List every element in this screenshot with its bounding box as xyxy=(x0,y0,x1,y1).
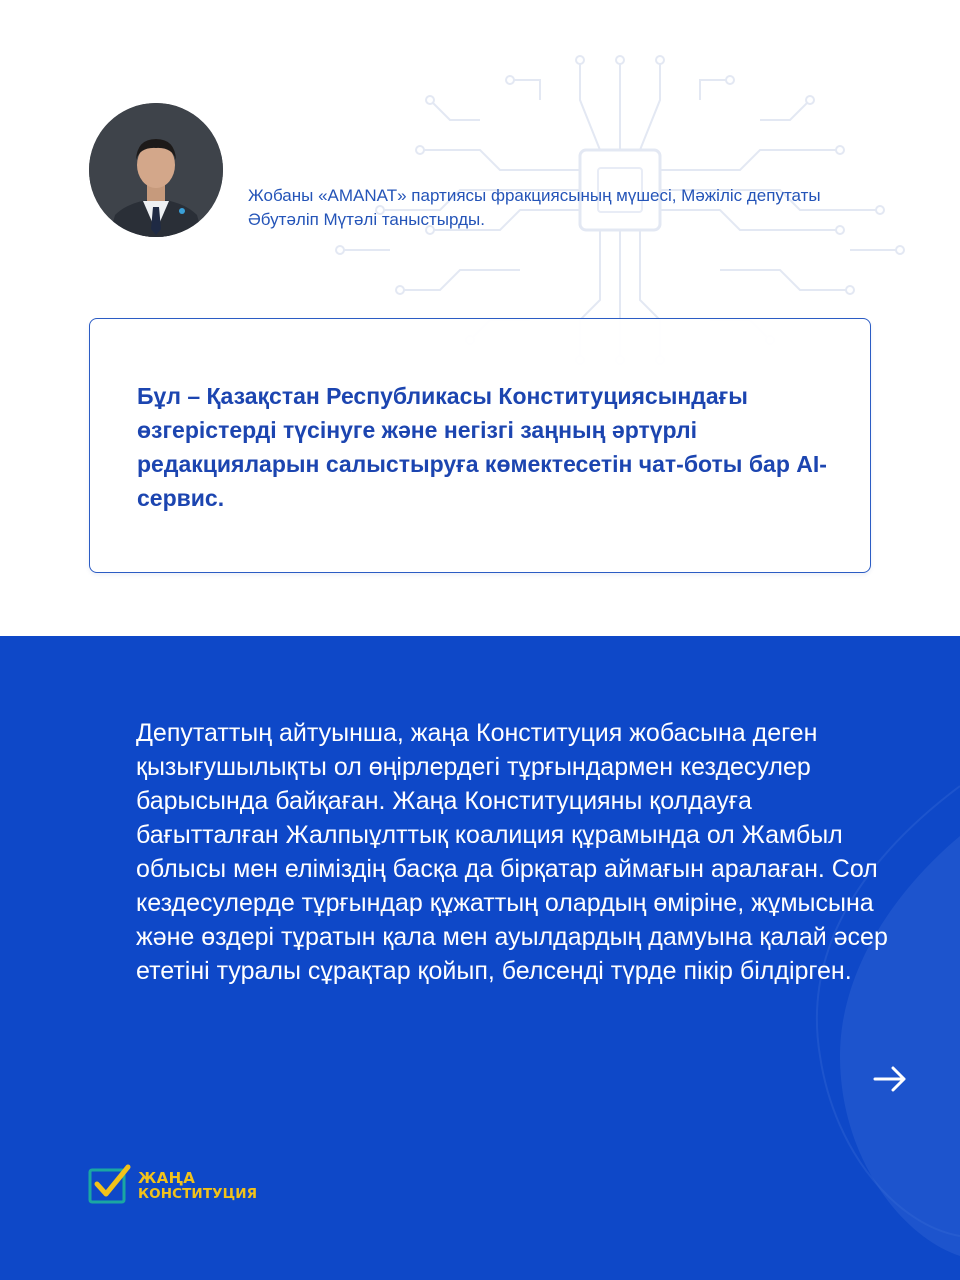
bottom-section xyxy=(0,636,960,1280)
person-portrait-icon xyxy=(89,103,223,237)
checkbox-check-icon xyxy=(88,1164,134,1208)
arrow-right-icon[interactable] xyxy=(872,1064,908,1094)
logo-line2: КОНСТИТУЦИЯ xyxy=(138,1186,258,1202)
logo-line1: ЖАҢА xyxy=(138,1169,196,1187)
quote-card xyxy=(89,318,871,573)
avatar xyxy=(89,103,223,237)
header-caption: Жобаны «AMANAT» партиясы фракциясының мүшесі, Мәжіліс депутаты Әбутәліп Мүтәлі таныстырды. xyxy=(248,186,821,229)
quote-text: Бұл – Қазақстан Республикасы Конституциясындағы өзгерістерді түсінуге және негізгі заңның әртүрлі редакцияларын салыстыруға көмектесетін чат-боты бар AI-сервис. xyxy=(137,383,827,511)
logo xyxy=(88,1164,258,1208)
body-text: Депутаттың айтуынша, жаңа Конституция жобасына деген қызығушылықты ол өңірлердегі тұрғындармен кездесулер барысында байқаған. Жаңа Конституцияны қолдауға бағытталған Жалпыұлттық коалиция құрамында ол Жамбыл облысы мен еліміздің басқа да бірқатар аймағын аралаған. Сол кездесулерде тұрғындар құжаттың олардың өміріне, жұмысына және өздері тұратын қала мен ауылдардың дамуына қалай әсер ететіні туралы сұрақтар қойып, белсенді түрде пікір білдірген. xyxy=(136,719,888,985)
top-section xyxy=(0,0,960,636)
